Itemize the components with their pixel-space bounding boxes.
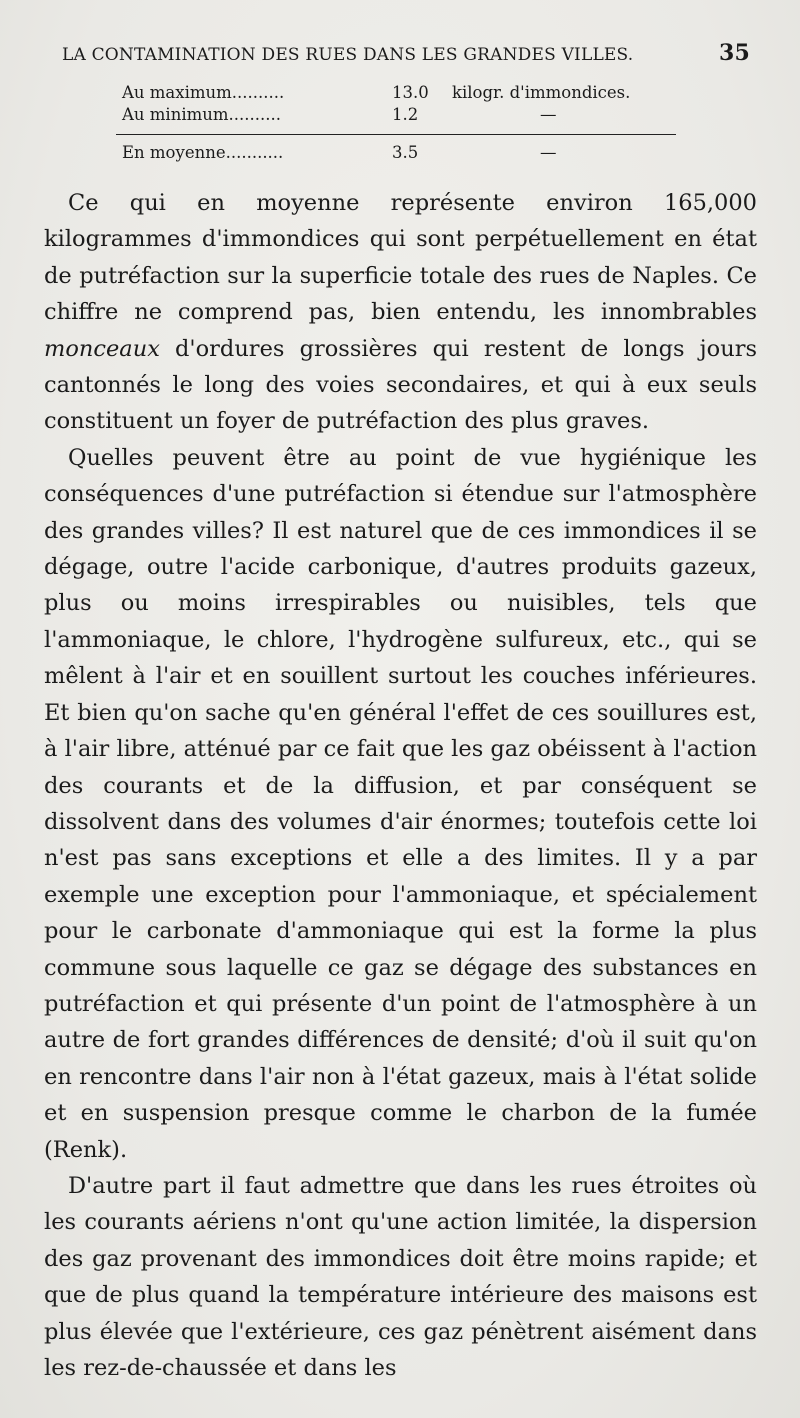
- paragraph-1-italic: monceaux: [44, 335, 160, 362]
- stats-divider: [116, 134, 676, 135]
- paragraph-1-rest: d'ordures grossières qui restent de longs jours cantonnés le long des voies secondaires, et qui à eux seuls constituent un foyer de putréfaction des plus graves.: [44, 335, 757, 435]
- statistics-table: [122, 82, 682, 162]
- paragraph-2: Quelles peuvent être au point de vue hygiénique les conséquences d'une putréfaction si étendue sur l'atmosphère des grandes villes? Il est naturel que de ces immondices il se dégage, outre l'acide carbonique, d'autres produits gazeux, plus ou moins irrespirables ou nuisibles, tels que l'ammoniaque, le chlore, l'hydrogène sulfureux, etc., qui se mêlent à l'air et en souillent surtout les couches inférieures. Et bien qu'on sache qu'en général l'effet de ces souillures est, à l'air libre, atténué par ce fait que les gaz obéissent à l'action des courants et de la diffusion, et par conséquent se dissolvent dans des volumes d'air énormes; toutefois cette loi n'est pas sans exceptions et elle a des limites. Il y a par exemple une exception pour l'ammoniaque, et spécialement pour le carbonate d'ammoniaque qui est la forme la plus commune sous laquelle ce gaz se dégage des substances en putréfaction et qui présente d'un point de l'atmosphère à un autre de fort grandes différences de densité; d'où il suit qu'on en rencontre dans l'air non à l'état gazeux, mais à l'état solide et en suspension presque comme le charbon de la fumée (Renk).: [44, 444, 758, 1163]
- stats-row-average: [122, 142, 682, 164]
- paragraph-1-text: Ce qui en moyenne représente environ 165,000 kilogrammes d'immondices qui sont perpétuellement en état de putréfaction sur la superficie totale des rues de Naples. Ce chiffre ne comprend pas, bien entendu, les innombrables: [44, 190, 757, 326]
- stats-unit: —: [540, 143, 557, 162]
- stats-value: 13.0: [392, 83, 429, 102]
- stats-row-minimum: [122, 104, 682, 126]
- stats-unit: kilogr. d'immondices.: [452, 83, 631, 102]
- stats-value: 3.5: [392, 143, 419, 162]
- page-number: 35: [718, 40, 750, 66]
- stats-label: Au minimum..........: [122, 105, 281, 124]
- running-head-title: LA CONTAMINATION DES RUES DANS LES GRANDES VILLES.: [62, 45, 634, 65]
- stats-row-maximum: [122, 82, 682, 104]
- body-text: [44, 185, 757, 1386]
- paragraph-1: [44, 185, 757, 440]
- running-head: [62, 40, 750, 70]
- stats-value: 1.2: [392, 105, 419, 124]
- stats-label: Au maximum..........: [122, 83, 285, 102]
- paragraph-3: D'autre part il faut admettre que dans les rues étroites où les courants aériens n'ont qu'une action limitée, la dispersion des gaz provenant des immondices doit être moins rapide; et que de plus quand la température intérieure des maisons est plus élevée que l'extérieure, ces gaz pénètrent aisément dans les rez-de-chaussée et dans les: [44, 1172, 757, 1381]
- stats-unit: —: [540, 105, 557, 124]
- stats-label: En moyenne...........: [122, 143, 284, 162]
